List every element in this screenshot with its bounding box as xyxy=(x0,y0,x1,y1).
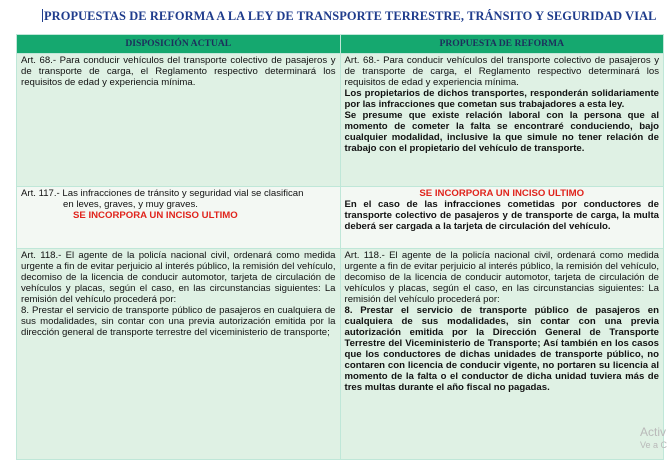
table-row xyxy=(17,54,664,187)
cell-current-art68 xyxy=(17,54,341,187)
cell-text: Art. 118.- El agente de la policía nacional civil, ordenará como medida urgente a fin de evitar perjuicio al interés público, la remisión del vehículo, decomiso de la licencia de conducir automotor, tarjeta de circulación de vehículos y placas, según el caso, en las circunstancias siguientes: La remisión del vehículo procederá por: xyxy=(344,250,659,305)
watermark-line: Ve a C xyxy=(640,440,668,450)
red-notice: SE INCORPORA UN INCISO ULTIMO xyxy=(73,210,238,221)
red-notice: SE INCORPORA UN INCISO ULTIMO xyxy=(419,188,585,199)
cell-bold-text: Se presume que existe relación laboral con la persona que al momento de cometer la falta se encontraré conduciendo, bajo cualquier modalidad, inclusive la que simule no tener relación de trabajo con el propietario del vehículo de transporte. xyxy=(344,110,659,154)
header-current: DISPOSICIÓN ACTUAL xyxy=(17,35,341,54)
cell-current-art117 xyxy=(17,187,341,249)
text-cursor xyxy=(42,9,43,22)
table-row xyxy=(17,187,664,249)
cell-text: en leves, graves, y muy graves. xyxy=(63,199,198,210)
cell-proposed-art117 xyxy=(340,187,664,249)
cell-bold-text: En el caso de las infracciones cometidas por conductores de transporte colectivo de pasajeros y de transporte de carga, la multa deberá ser cargada a la tarjeta de circulación del vehículo. xyxy=(344,199,659,232)
activation-watermark xyxy=(640,426,667,452)
page-title xyxy=(42,9,662,24)
cell-text: Art. 117.- Las infracciones de tránsito y seguridad vial se clasifican xyxy=(21,188,304,199)
cell-bold-text: 8. Prestar el servicio de transporte público de pasajeros en cualquiera de sus modalidades, sin contar con una previa autorización emitida por la Dirección General de Transporte Terrestre del Viceministerio de Transporte; Así también en los casos que los conductores de dichas unidades de transporte público, no contaren con licencia de conducir vigente, no portaren su licencia al momento de la falta o el conductor de dicha unidad tuviera más de tres multas durante el año fiscal no pagadas. xyxy=(344,305,659,393)
table-row xyxy=(17,249,664,460)
cell-bold-text: Los propietarios de dichos transportes, responderán solidariamente por las infracciones que cometan sus trabajadores a esta ley. xyxy=(344,88,659,110)
cell-proposed-art118 xyxy=(340,249,664,460)
header-proposed: PROPUESTA DE REFORMA xyxy=(340,35,664,54)
comparison-table xyxy=(16,34,664,460)
watermark-line: Activ xyxy=(640,425,667,439)
cell-text: 8. Prestar el servicio de transporte público de pasajeros en cualquiera de sus modalidades, sin contar con una previa autorización emitida por la dirección general de transporte terrestre del viceministerio de transporte; xyxy=(21,305,336,338)
cell-current-art118 xyxy=(17,249,341,460)
cell-proposed-art68 xyxy=(340,54,664,187)
table-header-row xyxy=(17,35,664,54)
cell-text: Art. 68.- Para conducir vehículos del transporte colectivo de pasajeros y de transporte de carga, el Reglamento respectivo determinará los requisitos de edad y experiencia mínima. xyxy=(344,55,659,88)
cell-text: Art. 68.- Para conducir vehículos del transporte colectivo de pasajeros y de transporte de carga, el Reglamento respectivo determinará los requisitos de edad y experiencia mínima. xyxy=(21,55,336,88)
page-title-text: PROPUESTAS DE REFORMA A LA LEY DE TRANSPORTE TERRESTRE, TRÁNSITO Y SEGURIDAD VIAL xyxy=(44,9,657,23)
cell-text: Art. 118.- El agente de la policía nacional civil, ordenará como medida urgente a fin de evitar perjuicio al interés público, la remisión del vehículo, decomiso de la licencia de conducir automotor, tarjeta de circulación de vehículos y placas, según el caso, en las circunstancias siguientes: La remisión del vehículo procederá por: xyxy=(21,250,336,305)
